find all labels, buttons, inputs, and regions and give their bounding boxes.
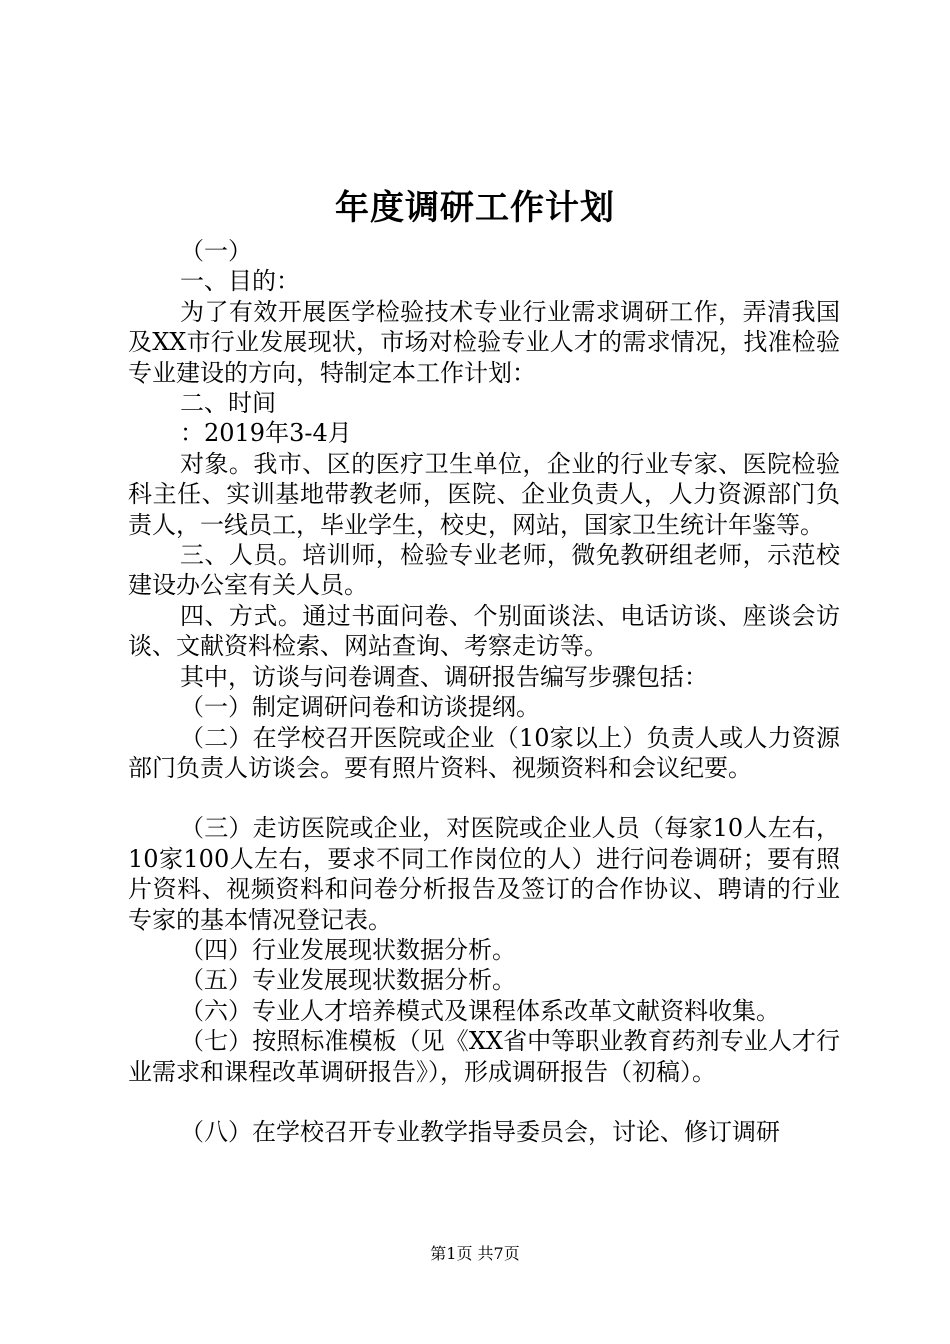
paragraph: 二、时间: [180, 389, 276, 418]
paragraph: （七）按照标准模板（见《XX省中等职业教育药剂专业人才行业需求和课程改革调研报告》），形成调研报告（初稿）。: [128, 1027, 840, 1086]
paragraph: 为了有效开展医学检验技术专业行业需求调研工作，弄清我国及XX市行业发展现状，市场对检验专业人才的需求情况，找准检验专业建设的方向，特制定本工作计划：: [128, 297, 840, 387]
page-footer: 第1页 共7页: [430, 1244, 520, 1263]
document-body: [128, 236, 840, 1147]
paragraph: 三、人员。培训师，检验专业老师，微免教研组老师，示范校建设办公室有关人员。: [128, 541, 840, 600]
paragraph: 一、目的：: [180, 267, 300, 296]
paragraph: 其中，访谈与问卷调查、调研报告编写步骤包括：: [180, 662, 708, 691]
paragraph: （五）专业发展现状数据分析。: [180, 966, 516, 995]
paragraph: （八）在学校召开专业教学指导委员会，讨论、修订调研: [180, 1117, 780, 1146]
paragraph: 四、方式。通过书面问卷、个别面谈法、电话访谈、座谈会访谈、文献资料检索、网站查询、考察走访等。: [128, 601, 840, 661]
paragraph: （一）: [180, 237, 252, 265]
paragraph-gap: [128, 1087, 840, 1117]
paragraph: 对象。我市、区的医疗卫生单位，企业的行业专家、医院检验科主任、实训基地带教老师，医院、企业负责人，人力资源部门负责人，一线员工，毕业学生，校史，网站，国家卫生统计年鉴等。: [128, 449, 840, 539]
paragraph: （四）行业发展现状数据分析。: [180, 935, 516, 964]
paragraph: （二）在学校召开医院或企业（10家以上）负责人或人力资源部门负责人访谈会。要有照片资料、视频资料和会议纪要。: [128, 723, 840, 782]
paragraph: ：2019年3-4月: [180, 419, 352, 448]
paragraph: （三）走访医院或企业，对医院或企业人员（每家10人左右，10家100人左右，要求不同工作岗位的人）进行问卷调研；要有照片资料、视频资料和问卷分析报告及签订的合作协议、聘请的行业专家的基本情况登记表。: [128, 814, 840, 934]
paragraph: （六）专业人才培养模式及课程体系改革文献资料收集。: [180, 996, 780, 1025]
paragraph-gap: [128, 783, 840, 813]
document-title: 年度调研工作计划: [335, 188, 615, 228]
paragraph: （一）制定调研问卷和访谈提纲。: [180, 693, 540, 722]
